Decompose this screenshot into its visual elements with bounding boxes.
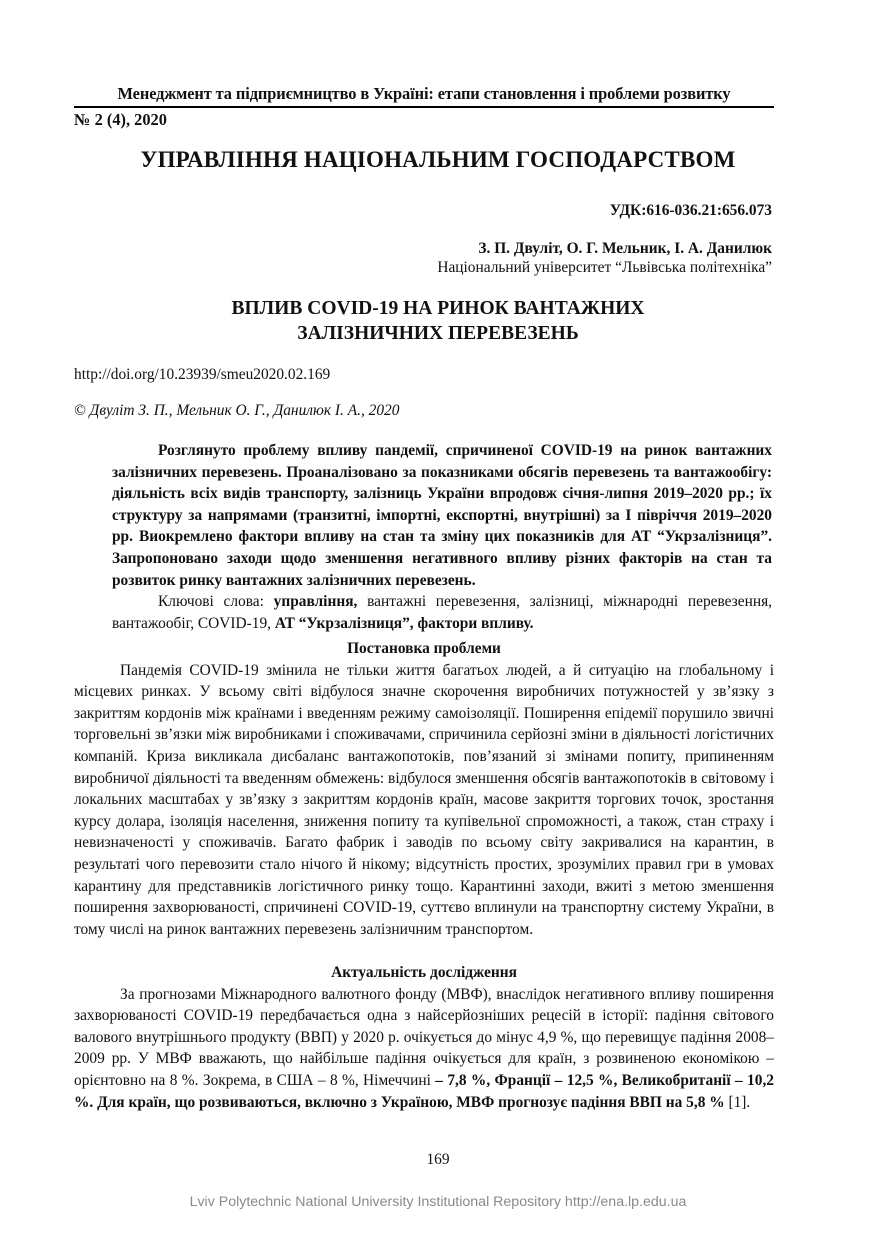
article-title-line-2: ЗАЛІЗНИЧНИХ ПЕРЕВЕЗЕНЬ	[297, 323, 579, 344]
repository-footer: Lviv Polytechnic National University Institutional Repository http://ena.lp.edu.ua	[189, 1194, 687, 1210]
article-title-line-1: ВПЛИВ COVID-19 НА РИНОК ВАНТАЖНИХ	[231, 298, 645, 319]
udk-code: УДК:616-036.21:656.073	[609, 202, 772, 219]
abstract-text: Розглянуто проблему впливу пандемії, спричиненої COVID-19 на ринок вантажних залізничних перевезень. Проаналізовано за показниками обсягів перевезень та вантажообігу: діяльність всіх видів транспорту, залізниць України впродовж січня-липня 2019–2020 рр.; їх структуру за напрямами (транзитні, імпортні, експортні, внутрішні) за І півріччя 2019–2020 рр. Виокремлено фактори впливу на стан та зміну цих показників для АТ “Укрзалізниця”. Запропоновано заходи щодо зменшення негативного впливу різних факторів на стан та розвиток ринку вантажних залізничних перевезень.	[112, 442, 772, 589]
copyright: © Двуліт З. П., Мельник О. Г., Данилюк І. А., 2020	[74, 402, 400, 419]
keywords	[112, 591, 772, 634]
section-title: УПРАВЛІННЯ НАЦІОНАЛЬНИМ ГОСПОДАРСТВОМ	[140, 147, 736, 172]
citation-reference: [1].	[724, 1093, 751, 1111]
relevance-heading: Актуальність дослідження	[331, 964, 517, 981]
problem-heading: Постановка проблеми	[347, 640, 501, 657]
doi-link[interactable]: http://doi.org/10.23939/smeu2020.02.169	[74, 366, 331, 383]
relevance-section	[74, 962, 774, 1113]
keywords-bold-1: управління,	[273, 593, 358, 611]
problem-section	[74, 638, 774, 940]
relevance-text-bold: – 7,8 %, Франції – 12,5 %, Великобританії – 10,2 %. Для країн, що розвиваються, включно з Україною, МВФ прогнозує падіння ВВП на 5,8 %	[74, 1071, 774, 1111]
relevance-text: За прогнозами Міжнародного валютного фонду (МВФ), внаслідок негативного впливу поширення захворюваності COVID-19 передбачається одна з найсерйозніших рецесій в історії: падіння світового валового внутрішнього продукту (ВВП) у 2020 р. очікується до мінус 4,9 %, що перевищує падіння 2008–2009 рр. У МВФ вважають, що найбільше падіння очікується для країн, з розвиненою економікою – орієнтовно на 8 %. Зокрема, в США – 8 %, Німеччині	[74, 985, 774, 1089]
keywords-bold-2: АТ “Укрзалізниця”, фактори впливу.	[274, 614, 534, 632]
article-title	[0, 296, 876, 346]
authors: З. П. Двуліт, О. Г. Мельник, І. А. Данилюк	[478, 240, 772, 257]
keywords-label: Ключові слова:	[158, 593, 264, 611]
abstract	[112, 440, 772, 634]
journal-header: Менеджмент та підприємництво в Україні: етапи становлення і проблеми розвитку	[74, 84, 774, 108]
problem-paragraph: Пандемія COVID-19 змінила не тільки життя багатьох людей, а й ситуацію на глобальному і місцевих ринках. У всьому світі відбулося значне скорочення виробничих потужностей у зв’язку з закриттям кордонів між країнами і введенням режиму самоізоляції. Поширення епідемії порушило звичні торговельні зв’язки між виробниками і споживачами, спричинила серйозні зміни в діяльності логістичних компаній. Криза викликала дисбаланс вантажопотоків, пов’язаний зі змінами попиту, припиненням виробничої діяльності та введенням обмежень: відбулося зменшення обсягів вантажопотоків в світовому і локальних масштабах у зв’язку з закриттям кордонів країн, масове закриття торгових точок, зростання курсу долара, ізоляція населення, зниження попиту та купівельної спроможності, а також, стан страху і невизначеності у споживачів. Багато фабрик і заводів по всьому світу закривалися на карантин, в результаті чого перевозити стало нічого й нікому; відсутність простих, зрозумілих правил гри в умовах карантину для представників логістичного ринку тощо. Карантинні заходи, вжиті з метою зменшення поширення захворюваності, спричинені COVID-19, суттєво вплинули на транспортну систему України, в тому числі на ринок вантажних перевезень залізничним транспортом.	[74, 661, 774, 938]
keywords-normal: вантажні перевезення, залізниці, міжнародні перевезення, вантажообіг, COVID-19,	[112, 593, 772, 632]
journal-issue: № 2 (4), 2020	[74, 110, 167, 129]
relevance-paragraph	[74, 984, 774, 1114]
page-number: 169	[426, 1151, 450, 1168]
affiliation: Національний університет “Львівська політехніка”	[437, 259, 772, 276]
